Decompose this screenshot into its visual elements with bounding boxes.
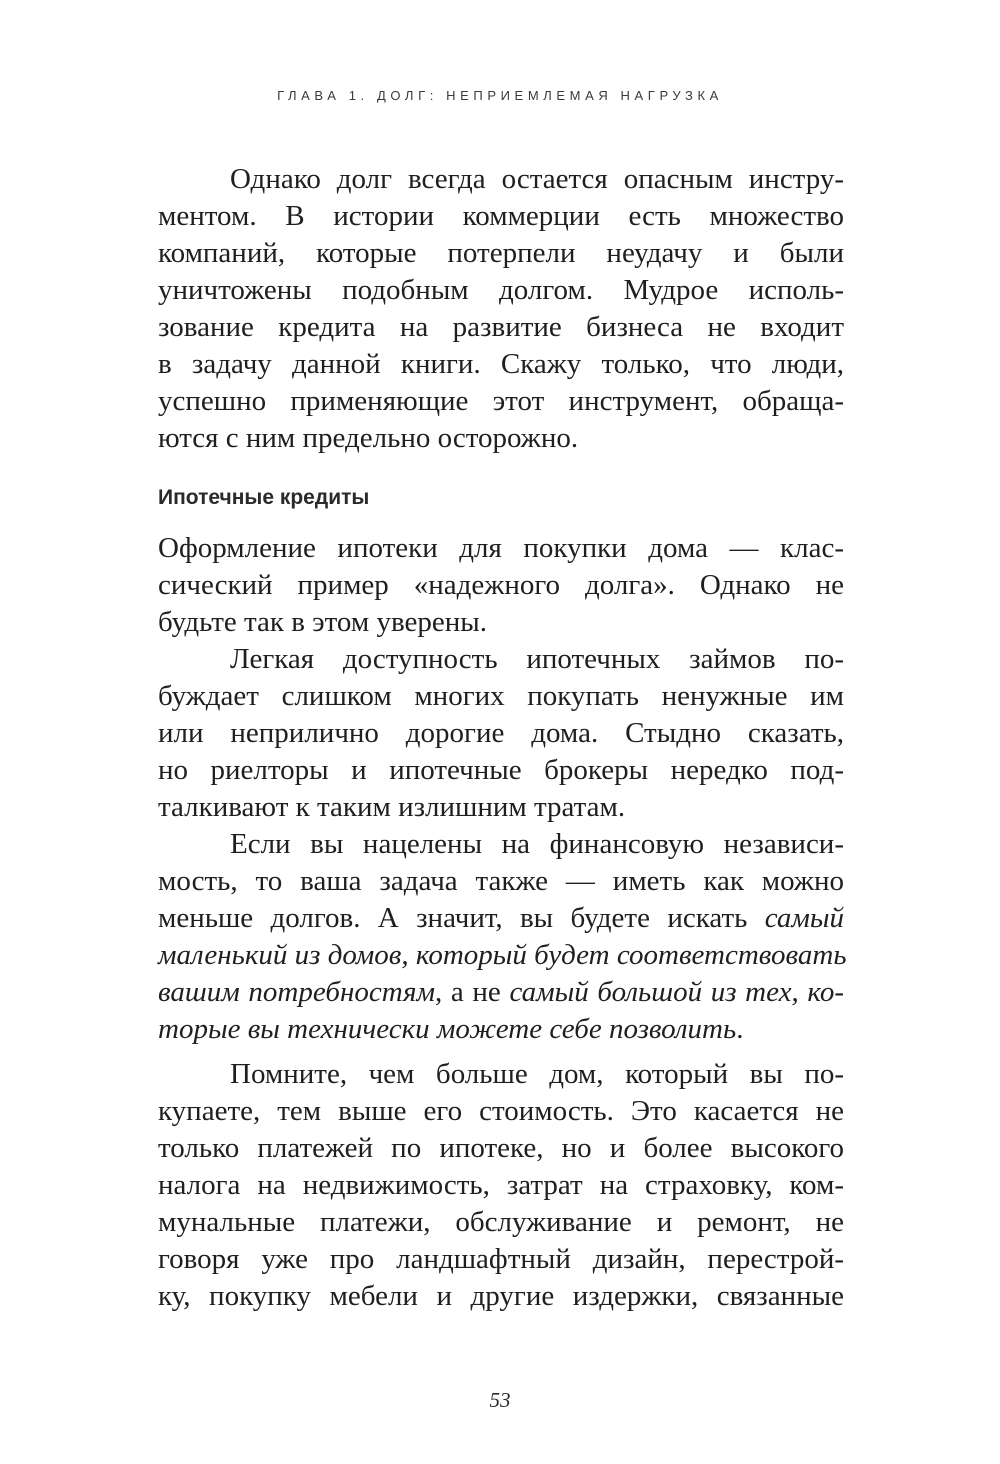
emphasis-text: самый bbox=[764, 902, 844, 934]
text-line bbox=[158, 974, 844, 1011]
text-line: успешно применяющие этот инструмент, обраща- bbox=[158, 385, 844, 417]
text-line: ку, покупку мебели и другие издержки, связанные bbox=[158, 1280, 844, 1312]
text-line: Помните, чем больше дом, который вы по- bbox=[230, 1058, 844, 1090]
intro-paragraph bbox=[158, 161, 844, 457]
text-line: но риелторы и ипотечные брокеры нередко под- bbox=[158, 754, 844, 786]
text-run: . bbox=[736, 1013, 744, 1045]
text-line: мость, то ваша задача также — иметь как можно bbox=[158, 865, 844, 897]
text-line: только платежей по ипотеке, но и более высокого bbox=[158, 1132, 844, 1164]
page-number: 53 bbox=[489, 1388, 511, 1412]
text-line: будьте так в этом уверены. bbox=[158, 606, 487, 638]
text-line: налога на недвижимость, затрат на страховку, ком- bbox=[158, 1169, 844, 1201]
text-line: Однако долг всегда остается опасным инстру- bbox=[230, 163, 844, 195]
section-paragraph-4 bbox=[158, 1056, 844, 1315]
text-line: Если вы нацелены на финансовую независи- bbox=[230, 828, 844, 860]
section-paragraph-2 bbox=[158, 641, 844, 826]
text-line: ются с ним предельно осторожно. bbox=[158, 422, 579, 454]
emphasis-text: самый большой из тех, ко- bbox=[509, 976, 844, 1008]
text-line: говоря уже про ландшафтный дизайн, перестрой- bbox=[158, 1243, 844, 1275]
section-heading: Ипотечные кредиты bbox=[158, 486, 370, 509]
text-run: , а не bbox=[435, 976, 510, 1008]
running-head: ГЛАВА 1. ДОЛГ: НЕПРИЕМЛЕМАЯ НАГРУЗКА bbox=[277, 88, 723, 103]
text-run: меньше долгов. А значит, вы будете искать bbox=[158, 902, 765, 934]
text-line: Оформление ипотеки для покупки дома — клас- bbox=[158, 532, 844, 564]
text-line: ментом. В истории коммерции есть множество bbox=[158, 200, 844, 232]
section-paragraph-1 bbox=[158, 530, 844, 641]
text-line: сический пример «надежного долга». Однако не bbox=[158, 569, 844, 601]
emphasis-text: торые вы технически можете себе позволить bbox=[158, 1013, 737, 1045]
text-line: талкивают к таким излишним тратам. bbox=[158, 791, 626, 823]
text-line bbox=[158, 1011, 844, 1048]
text-line bbox=[158, 900, 844, 937]
text-line: Легкая доступность ипотечных займов по- bbox=[230, 643, 844, 675]
text-line: компаний, которые потерпели неудачу и были bbox=[158, 237, 844, 269]
text-line: купаете, тем выше его стоимость. Это касается не bbox=[158, 1095, 844, 1127]
text-line: буждает слишком многих покупать ненужные им bbox=[158, 680, 844, 712]
text-line: уничтожены подобным долгом. Мудрое исполь- bbox=[158, 274, 844, 306]
text-line: или неприлично дорогие дома. Стыдно сказать, bbox=[158, 717, 844, 749]
text-line bbox=[158, 937, 847, 974]
text-line: мунальные платежи, обслуживание и ремонт, не bbox=[158, 1206, 844, 1238]
section-paragraph-3 bbox=[158, 826, 847, 1048]
emphasis-text: маленький из домов, который будет соответствовать bbox=[158, 939, 847, 971]
text-line: зование кредита на развитие бизнеса не входит bbox=[158, 311, 844, 343]
emphasis-text: вашим потребностям bbox=[158, 976, 435, 1008]
text-line: в задачу данной книги. Скажу только, что люди, bbox=[158, 348, 844, 380]
